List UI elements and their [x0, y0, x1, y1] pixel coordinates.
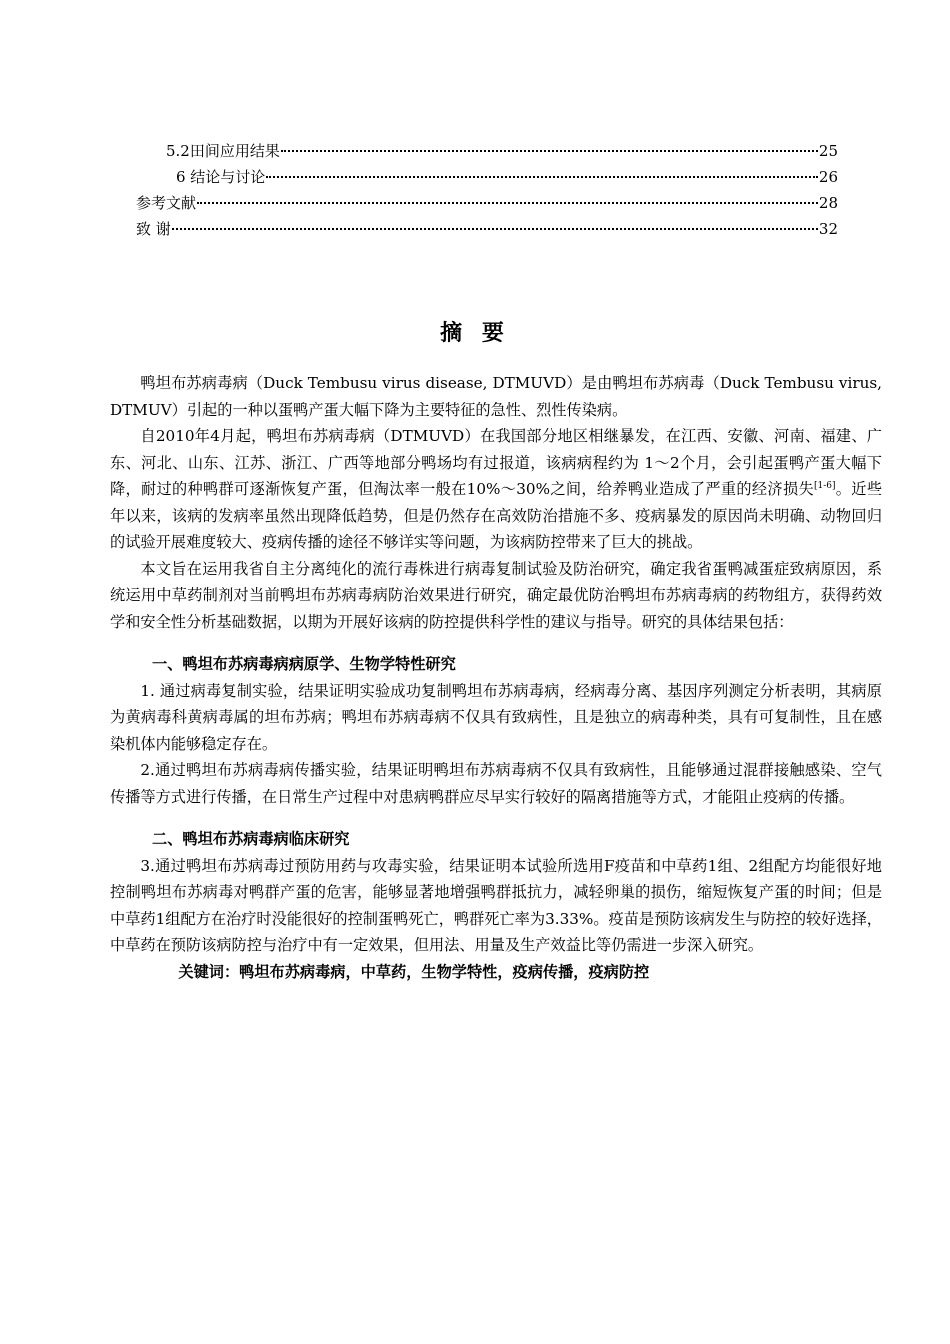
toc-entry-label: 5.2田间应用结果: [166, 142, 280, 160]
paragraph-text: 自2010年4月起，鸭坦布苏病毒病（DTMUVD）在我国部分地区相继暴发，在江西、安徽、河南、福建、广东、河北、山东、江苏、浙江、广西等地部分鸭场均有过报道，该病病程约为 1～2个月，会引起蛋鸭产蛋大幅下降，耐过的种鸭群可逐渐恢复产蛋，但淘汰率一般在10%～30%之间，给养鸭业造成了严重的经济损失: [110, 427, 882, 498]
abstract-paragraph-4: 1. 通过病毒复制实验，结果证明实验成功复制鸭坦布苏病毒病，经病毒分离、基因序列测定分析表明，其病原为黄病毒科黄病毒属的坦布苏病；鸭坦布苏病毒病不仅具有致病性，且是独立的病毒种类，具有可复制性，且在感染机体内能够稳定存在。: [110, 681, 882, 753]
toc-leader-dots: [281, 149, 818, 152]
toc-entry-label: 参考文献: [136, 194, 197, 212]
toc-entry-page: 28: [818, 194, 838, 212]
paragraph-text: 。近些年以来，该病的发病率虽然出现降低趋势，但是仍然存在高效防治措施不多、疫病暴发的原因尚未明确、动物回归的试验开展难度较大、疫病传播的途径不够详实等问题，为该病防控带来了巨大的挑战。: [110, 480, 883, 551]
abstract-body: [110, 370, 882, 985]
toc-leader-dots: [266, 175, 818, 178]
toc-entry-acknowledgements[interactable]: [136, 216, 838, 242]
toc-entry-conclusion[interactable]: [136, 164, 838, 190]
toc-entry-page: 26: [818, 168, 838, 186]
toc-entry-page: 32: [818, 220, 838, 238]
keywords: 关键词：鸭坦布苏病毒病，中草药，生物学特性，疫病传播，疫病防控: [178, 962, 650, 981]
citation-reference[interactable]: [1-6]: [813, 480, 836, 491]
toc-leader-dots: [172, 227, 818, 230]
abstract-paragraph-2: [110, 423, 882, 556]
toc-leader-dots: [197, 201, 818, 204]
toc-entry-label: 致 谢: [136, 220, 171, 238]
abstract-paragraph-3: 本文旨在运用我省自主分离纯化的流行毒株进行病毒复制试验及防治研究，确定我省蛋鸭减蛋症致病原因，系统运用中草药制剂对当前鸭坦布苏病毒病防治效果进行研究，确定最优防治鸭坦布苏病毒病的药物组方，获得药效学和安全性分析基础数据，以期为开展好该病的防控提供科学性的建议与指导。研究的具体结果包括：: [110, 559, 882, 631]
toc-entry-references[interactable]: [136, 190, 838, 216]
abstract-title: 摘 要: [440, 321, 510, 346]
abstract-paragraph-1: 鸭坦布苏病毒病（Duck Tembusu virus disease, DTMUVD）是由鸭坦布苏病毒（Duck Tembusu virus, DTMUV）引起的一种以蛋鸭产蛋大幅下降为主要特征的急性、烈性传染病。: [110, 374, 882, 419]
abstract-paragraph-6: 3.通过鸭坦布苏病毒过预防用药与攻毒实验，结果证明本试验所选用F疫苗和中草药1组、2组配方均能很好地控制鸭坦布苏病毒对鸭群产蛋的危害，能够显著地增强鸭群抵抗力，减轻卵巢的损伤，缩短恢复产蛋的时间；但是中草药1组配方在治疗时没能很好的控制蛋鸭死亡，鸭群死亡率为3.33%。疫苗是预防该病发生与防控的较好选择，中草药在预防该病防控与治疗中有一定效果，但用法、用量及生产效益比等仍需进一步深入研究。: [110, 856, 882, 954]
section-heading-etiology: 一、鸭坦布苏病毒病病原学、生物学特性研究: [152, 655, 456, 673]
section-heading-clinical: 二、鸭坦布苏病毒病临床研究: [152, 830, 350, 848]
toc-entry-field-results[interactable]: [136, 138, 838, 164]
abstract-paragraph-5: 2.通过鸭坦布苏病毒病传播实验，结果证明鸭坦布苏病毒病不仅具有致病性，且能够通过混群接触感染、空气传播等方式进行传播，在日常生产过程中对患病鸭群应尽早实行较好的隔离措施等方式，才能阻止疫病的传播。: [110, 761, 882, 806]
toc-entry-label: 6 结论与讨论: [176, 168, 266, 186]
toc-entry-page: 25: [818, 142, 838, 160]
table-of-contents: [136, 138, 838, 242]
